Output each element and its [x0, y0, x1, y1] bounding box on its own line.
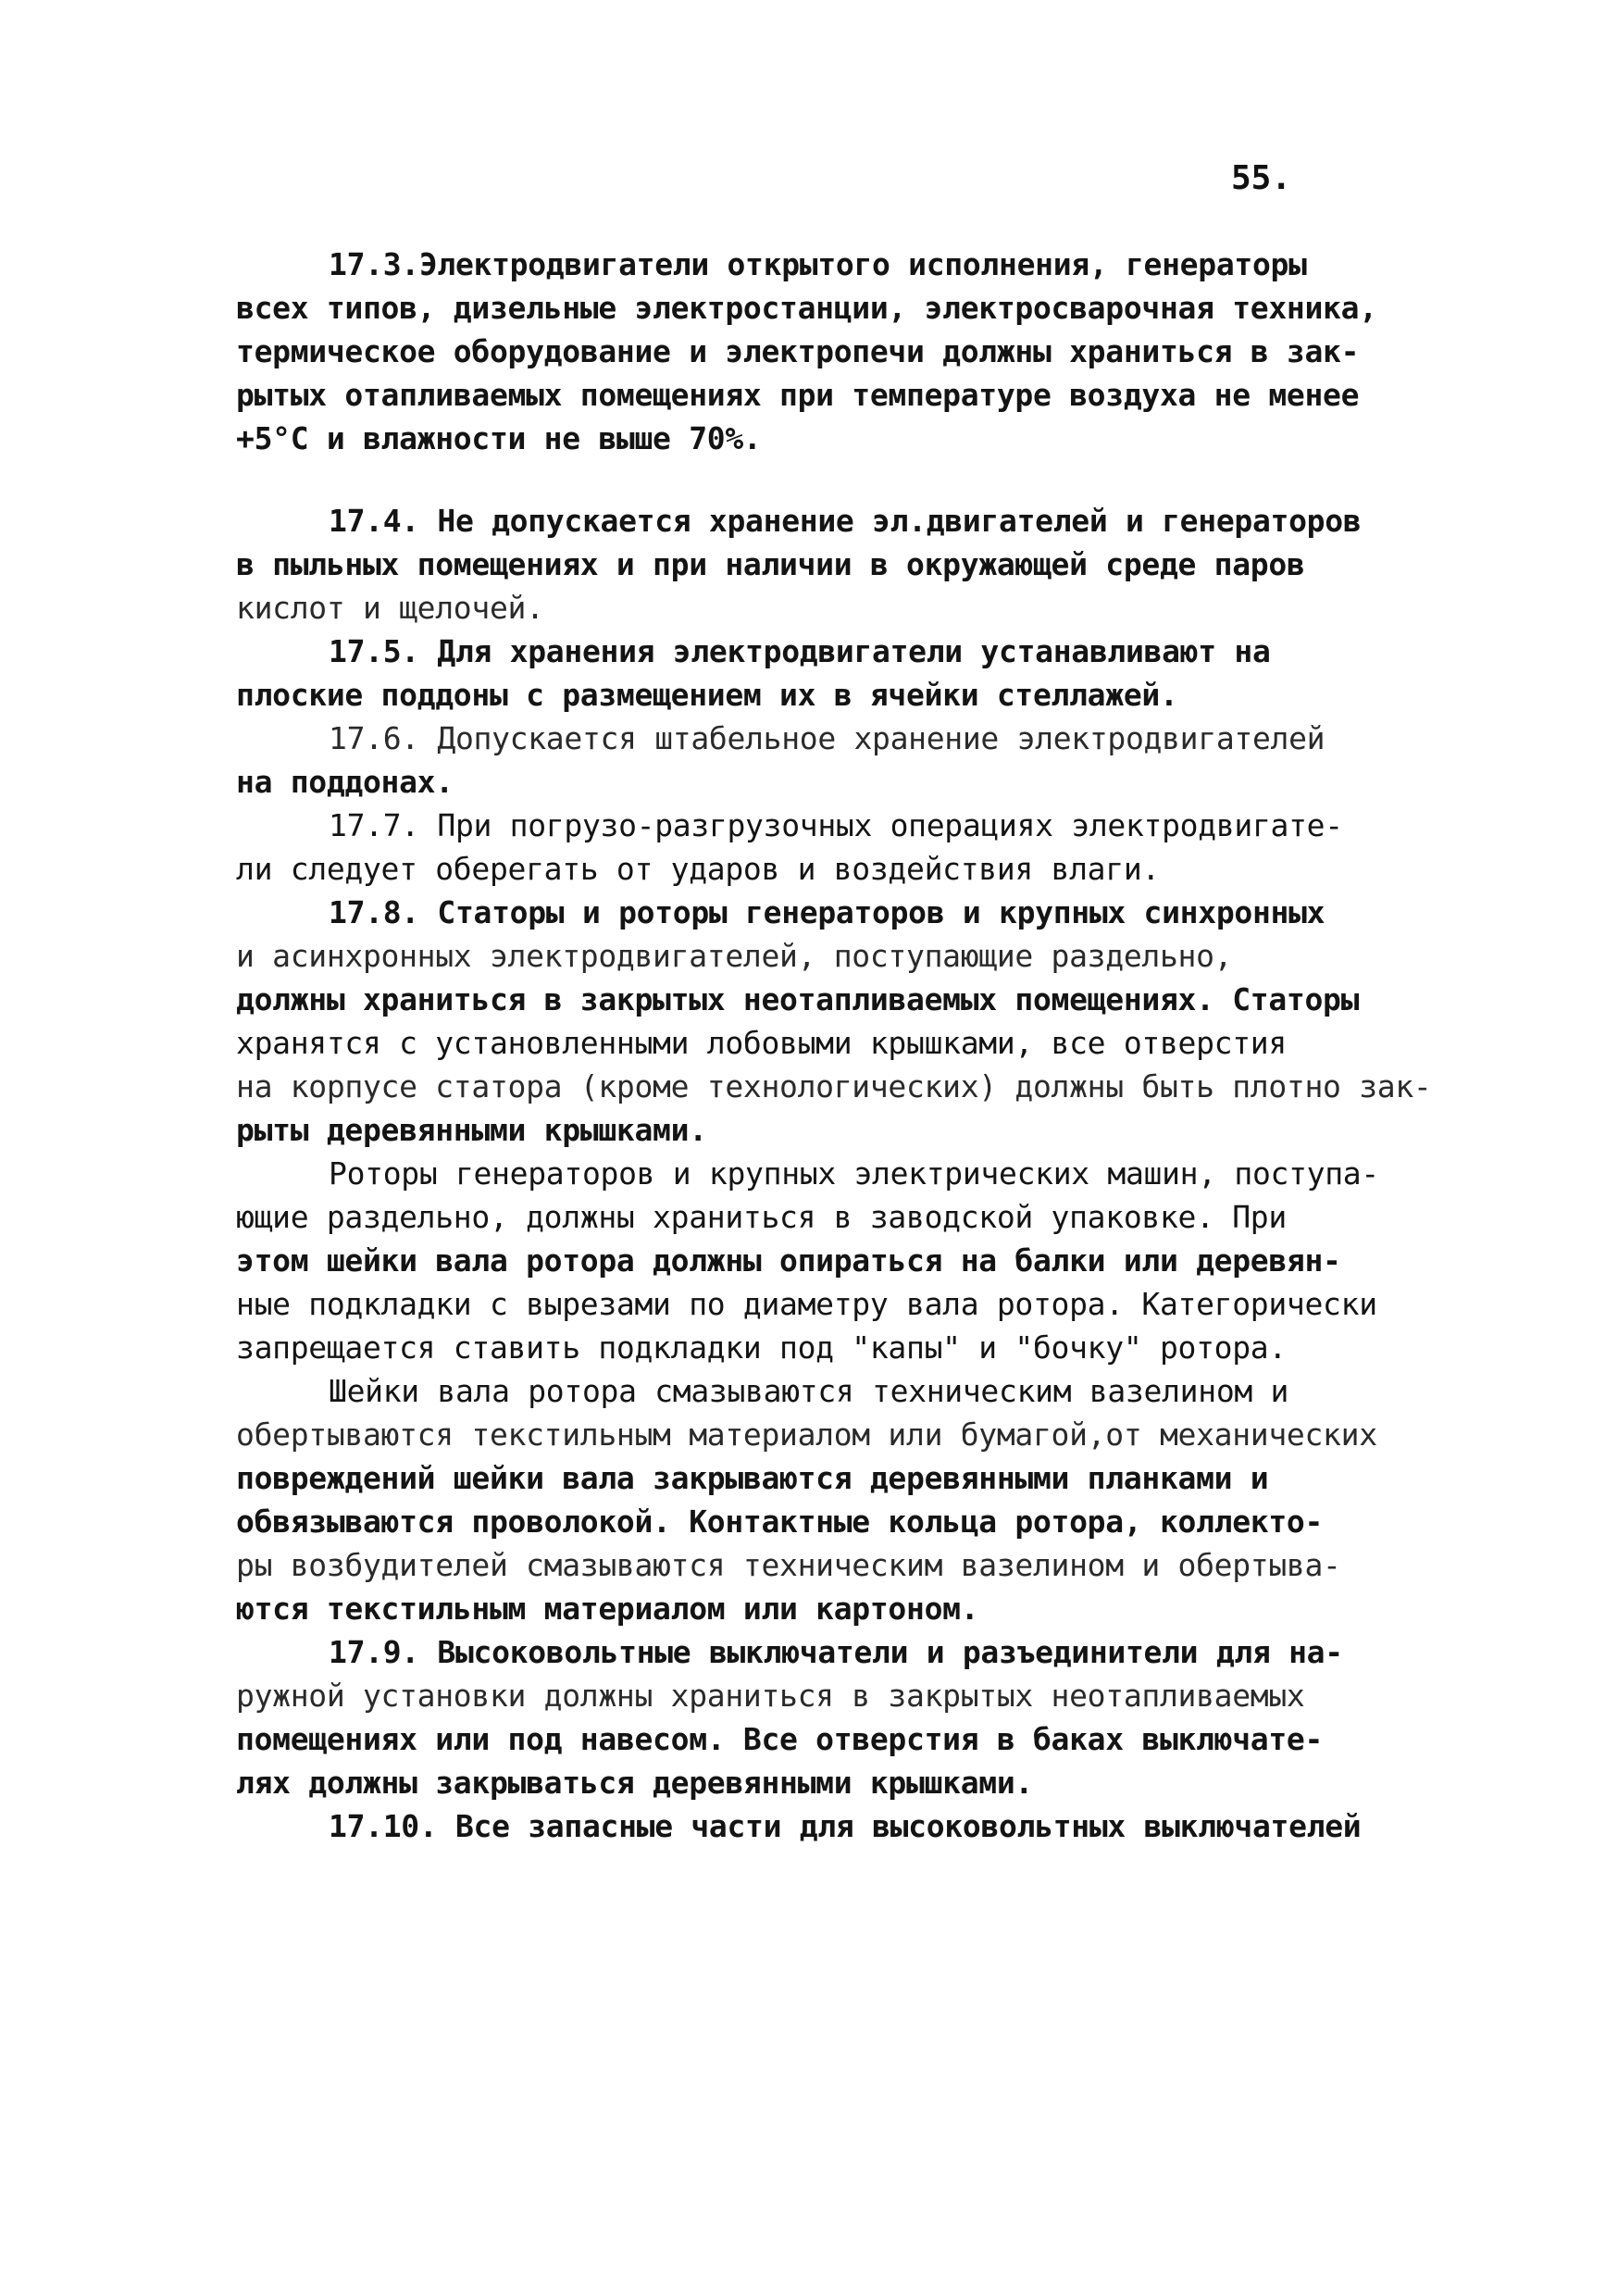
text-line: 17.6. Допускается штабельное хранение электродвигателей [329, 720, 1326, 756]
text-line: помещениях или под навесом. Все отверстия в баках выключате- [236, 1721, 1324, 1757]
paragraph-gap [236, 460, 1412, 499]
text-line: рытых отапливаемых помещениях при температуре воздуха не менее [236, 377, 1360, 413]
text-line: ные подкладки с вырезами по диаметру вала ротора. Категорически [236, 1286, 1377, 1322]
text-line: запрещается ставить подкладки под "капы" и "бочку" ротора. [236, 1329, 1287, 1366]
text-line: повреждений шейки вала закрываются деревянными планками и [236, 1460, 1269, 1496]
text-line: должны храниться в закрытых неотапливаемых помещениях. Статоры [236, 981, 1360, 1017]
text-line: 17.3.Электродвигатели открытого исполнения, генераторы [329, 246, 1307, 282]
text-line: плоские поддоны с размещением их в ячейки стеллажей. [236, 677, 1178, 713]
text-line: 17.5. Для хранения электродвигатели устанавливают на [329, 633, 1271, 669]
text-line: обвязываются проволокой. Контактные кольца ротора, коллекто- [236, 1504, 1324, 1540]
text-line: Роторы генераторов и крупных электрических машин, поступа- [329, 1155, 1379, 1192]
document-body [236, 243, 1432, 1848]
text-line: +5°С и влажности не выше 70%. [236, 420, 762, 456]
text-line: ющие раздельно, должны храниться в заводской упаковке. При [236, 1199, 1287, 1235]
text-line: ли следует оберегать от ударов и воздействия влаги. [236, 851, 1160, 887]
text-line: 17.9. Высоковольтные выключатели и разъединители для на- [329, 1634, 1343, 1670]
text-line: всех типов, дизельные электростанции, электросварочная техника, [236, 290, 1377, 326]
text-line: Шейки вала ротора смазываются техническим вазелином и [329, 1373, 1289, 1409]
text-line: ружной установки должны храниться в закрытых неотапливаемых [236, 1678, 1305, 1714]
text-line: на корпусе статора (кроме технологических) должны быть плотно зак- [236, 1068, 1432, 1104]
text-line: и асинхронных электродвигателей, поступающие раздельно, [236, 938, 1233, 974]
text-line: 17.4. Не допускается хранение эл.двигателей и генераторов [329, 503, 1362, 539]
text-line: этом шейки вала ротора должны опираться на балки или деревян- [236, 1242, 1341, 1279]
text-line: рыты деревянными крышками. [236, 1112, 707, 1148]
text-line: 17.8. Статоры и роторы генераторов и крупных синхронных [329, 894, 1326, 930]
text-line: термическое оборудование и электропечи должны храниться в зак- [236, 333, 1360, 369]
text-line: обертываются текстильным материалом или бумагой,от механических [236, 1416, 1377, 1453]
text-line: в пыльных помещениях и при наличии в окружающей среде паров [236, 546, 1305, 582]
text-line: хранятся с установленными лобовыми крышками, все отверстия [236, 1025, 1287, 1061]
text-line: 17.10. Все запасные части для высоковольтных выключателей [329, 1808, 1362, 1844]
page-number: 55. [1231, 159, 1292, 197]
text-line: на поддонах. [236, 764, 454, 800]
text-line: 17.7. При погрузо-разгрузочных операциях электродвигате- [329, 807, 1343, 843]
text-line: ются текстильным материалом или картоном. [236, 1591, 979, 1627]
text-line: лях должны закрываться деревянными крышками. [236, 1765, 1033, 1801]
text-line: кислот и щелочей. [236, 590, 544, 626]
text-line: ры возбудителей смазываются техническим вазелином и обертыва- [236, 1547, 1341, 1583]
